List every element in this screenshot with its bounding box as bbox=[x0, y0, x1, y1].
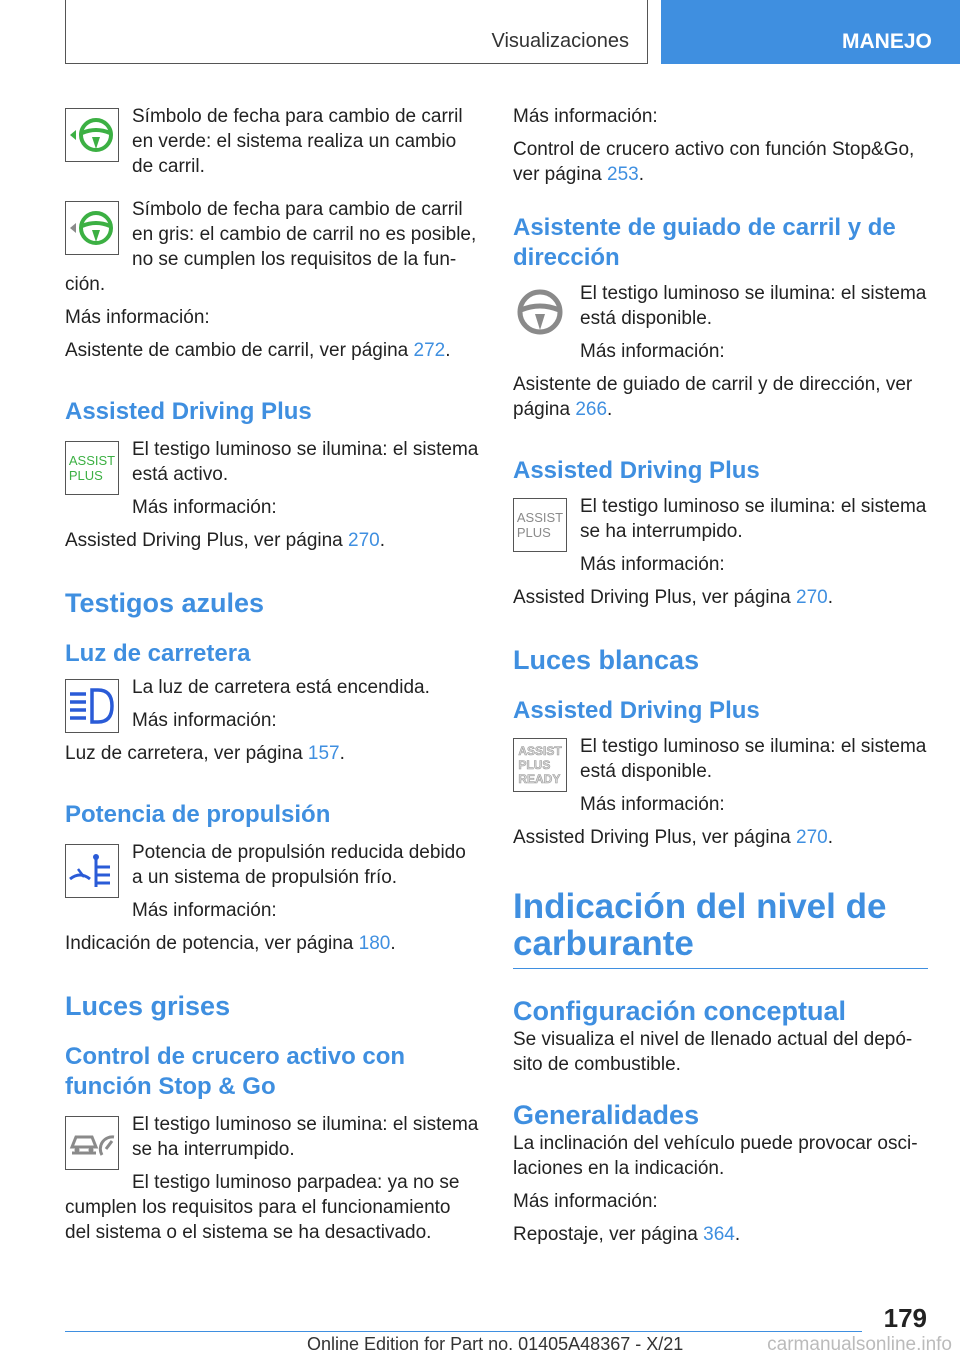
reference-text: Asistente de guiado de carril y de dirección, ver página bbox=[513, 374, 913, 420]
heading-lane-steering-assistant: Asistente de guiado de carril y de dirección bbox=[513, 214, 896, 271]
heading-propulsion-power: Potencia de propulsión bbox=[65, 801, 331, 828]
header-chapter-tab bbox=[661, 0, 960, 64]
header-chapter-label: MANEJO bbox=[842, 30, 932, 53]
page-link-157[interactable]: 157 bbox=[307, 743, 340, 764]
footer-divider bbox=[65, 1331, 862, 1332]
plus-label: PLUS bbox=[68, 468, 103, 483]
more-info-label: Más información: bbox=[580, 794, 725, 815]
more-info-label: Más información: bbox=[132, 900, 277, 921]
reference-refuel: Repostaje, ver página 364. bbox=[513, 1224, 741, 1245]
watermark: carmanualsonline.info bbox=[767, 1334, 952, 1355]
plus-label: PLUS bbox=[516, 525, 551, 540]
header-section-box bbox=[65, 0, 648, 64]
header-section-title: Visualizaciones bbox=[491, 30, 629, 52]
lane-change-green-text: Símbolo de fecha para cambio de carril en verde: el sistema realiza un cambio de carril. bbox=[132, 106, 463, 177]
assist-plus-gray-icon bbox=[513, 498, 567, 552]
reference-assisted-white: Assisted Driving Plus, ver página 270. bbox=[513, 827, 833, 848]
page-link-266[interactable]: 266 bbox=[575, 399, 608, 420]
more-info-label: Más información: bbox=[132, 497, 277, 518]
page-link-364[interactable]: 364 bbox=[703, 1224, 735, 1245]
lane-steering-text: El testigo luminoso se ilumina: el sistema está disponible. bbox=[580, 283, 927, 329]
lane-change-green-icon bbox=[65, 108, 119, 162]
reference-text: Asistente de cambio de carril, ver página bbox=[65, 340, 414, 361]
more-info-label: Más información: bbox=[513, 106, 658, 127]
heading-assisted-driving-plus-gray: Assisted Driving Plus bbox=[513, 457, 760, 484]
heading-gray-lights: Luces grises bbox=[65, 991, 231, 1021]
cruise-control-item bbox=[65, 1112, 480, 1245]
heading-fuel-level: Indicación del nivel de carburante bbox=[513, 887, 887, 963]
more-info-label: Más información: bbox=[132, 710, 277, 731]
concept-text: Se visualiza el nivel de llenado actual del depó-sito de combustible. bbox=[513, 1029, 913, 1075]
lane-change-gray-text: Símbolo de fecha para cambio de carril en gris: el cambio de carril no es posible, no se cumplen los requisitos de la fun-ción. bbox=[65, 199, 477, 295]
general-text: La inclinación del vehículo puede provocar osci-laciones en la indicación. bbox=[513, 1133, 918, 1179]
high-beam-item bbox=[65, 675, 480, 766]
reference-text: Assisted Driving Plus, ver página bbox=[513, 587, 797, 608]
page-number: 179 bbox=[883, 1303, 927, 1333]
lane-steering-item bbox=[513, 281, 928, 364]
high-beam-icon bbox=[65, 679, 119, 733]
heading-general: Generalidades bbox=[513, 1100, 700, 1130]
reference-high-beam: Luz de carretera, ver página 157. bbox=[65, 743, 345, 764]
propulsion-power-text: Potencia de propulsión reducida debido a un sistema de propulsión frío. bbox=[132, 842, 466, 888]
assist-label: ASSIST bbox=[68, 453, 116, 468]
reference-assisted-gray: Assisted Driving Plus, ver página 270. bbox=[513, 587, 833, 608]
plus-label: PLUS bbox=[518, 758, 551, 772]
assist-plus-ready-icon bbox=[513, 738, 567, 792]
page-link-270[interactable]: 270 bbox=[796, 827, 828, 848]
more-info-label: Más información: bbox=[580, 554, 725, 575]
more-info-label: Más información: bbox=[513, 1191, 658, 1212]
assist-plus-green-icon bbox=[65, 441, 119, 495]
fuel-section-heading-block bbox=[513, 888, 928, 969]
cruise-control-text-1: El testigo luminoso se ilumina: el sistema se ha interrumpido. bbox=[132, 1114, 479, 1160]
cruise-control-text-2: El testigo luminoso parpadea: ya no se cumplen los requisitos para el funcionamiento del sistema o el sistema se ha desactivado. bbox=[65, 1172, 460, 1243]
reference-text: Assisted Driving Plus, ver página bbox=[65, 530, 349, 551]
heading-cruise-control: Control de crucero activo con función Stop & Go bbox=[65, 1043, 406, 1100]
assisted-ready-item bbox=[513, 734, 928, 817]
more-info-label: Más información: bbox=[65, 307, 210, 328]
page-link-180[interactable]: 180 bbox=[358, 933, 391, 954]
lane-change-gray-icon bbox=[65, 201, 119, 255]
cruise-control-gray-icon bbox=[65, 1116, 119, 1170]
reference-lane-steering: Asistente de guiado de carril y de dirección, ver página 266. bbox=[513, 374, 913, 420]
ready-label: READY bbox=[518, 772, 561, 786]
steering-wheel-gray-icon bbox=[513, 285, 567, 339]
reference-power: Indicación de potencia, ver página 180. bbox=[65, 933, 396, 954]
heading-blue-lights: Testigos azules bbox=[65, 588, 265, 618]
reference-assisted: Assisted Driving Plus, ver página 270. bbox=[65, 530, 385, 551]
right-column bbox=[513, 104, 928, 1255]
reference-lane-change: Asistente de cambio de carril, ver página 272. bbox=[65, 340, 451, 361]
high-beam-text: La luz de carretera está encendida. bbox=[132, 677, 430, 698]
reference-cruise-control: Control de crucero activo con función Stop&Go, ver página 253. bbox=[513, 139, 915, 185]
assist-label: ASSIST bbox=[516, 510, 564, 525]
assisted-active-item bbox=[65, 437, 480, 520]
reduced-power-icon bbox=[65, 844, 119, 898]
lane-change-green-item bbox=[65, 104, 480, 179]
heading-high-beam: Luz de carretera bbox=[65, 640, 251, 667]
assisted-active-text: El testigo luminoso se ilumina: el sistema está activo. bbox=[132, 439, 479, 485]
heading-assisted-driving-plus: Assisted Driving Plus bbox=[65, 398, 312, 425]
page-link-270[interactable]: 270 bbox=[796, 587, 828, 608]
reference-text: Luz de carretera, ver página bbox=[65, 743, 308, 764]
reference-text: Indicación de potencia, ver página bbox=[65, 933, 359, 954]
reference-text: Control de crucero activo con función Stop&Go, ver página bbox=[513, 139, 915, 185]
assist-label: ASSIST bbox=[518, 744, 562, 758]
heading-assisted-driving-plus-white: Assisted Driving Plus bbox=[513, 697, 760, 724]
page-link-270[interactable]: 270 bbox=[348, 530, 380, 551]
assisted-interrupted-text: El testigo luminoso se ilumina: el sistema se ha interrumpido. bbox=[580, 496, 927, 542]
more-info-label: Más información: bbox=[580, 341, 725, 362]
assisted-interrupted-item bbox=[513, 494, 928, 577]
propulsion-power-item bbox=[65, 840, 480, 923]
reference-text: Repostaje, ver página bbox=[513, 1224, 704, 1245]
heading-concept: Configuración conceptual bbox=[513, 996, 847, 1026]
footer-edition: Online Edition for Part no. 01405A48367 - X/21 bbox=[307, 1334, 684, 1354]
heading-white-lights: Luces blancas bbox=[513, 645, 700, 675]
left-column bbox=[65, 104, 480, 1253]
reference-text: Assisted Driving Plus, ver página bbox=[513, 827, 797, 848]
page-link-253[interactable]: 253 bbox=[607, 164, 639, 185]
page-link-272[interactable]: 272 bbox=[413, 340, 446, 361]
lane-change-gray-item bbox=[65, 197, 480, 297]
assisted-ready-text: El testigo luminoso se ilumina: el sistema está disponible. bbox=[580, 736, 927, 782]
